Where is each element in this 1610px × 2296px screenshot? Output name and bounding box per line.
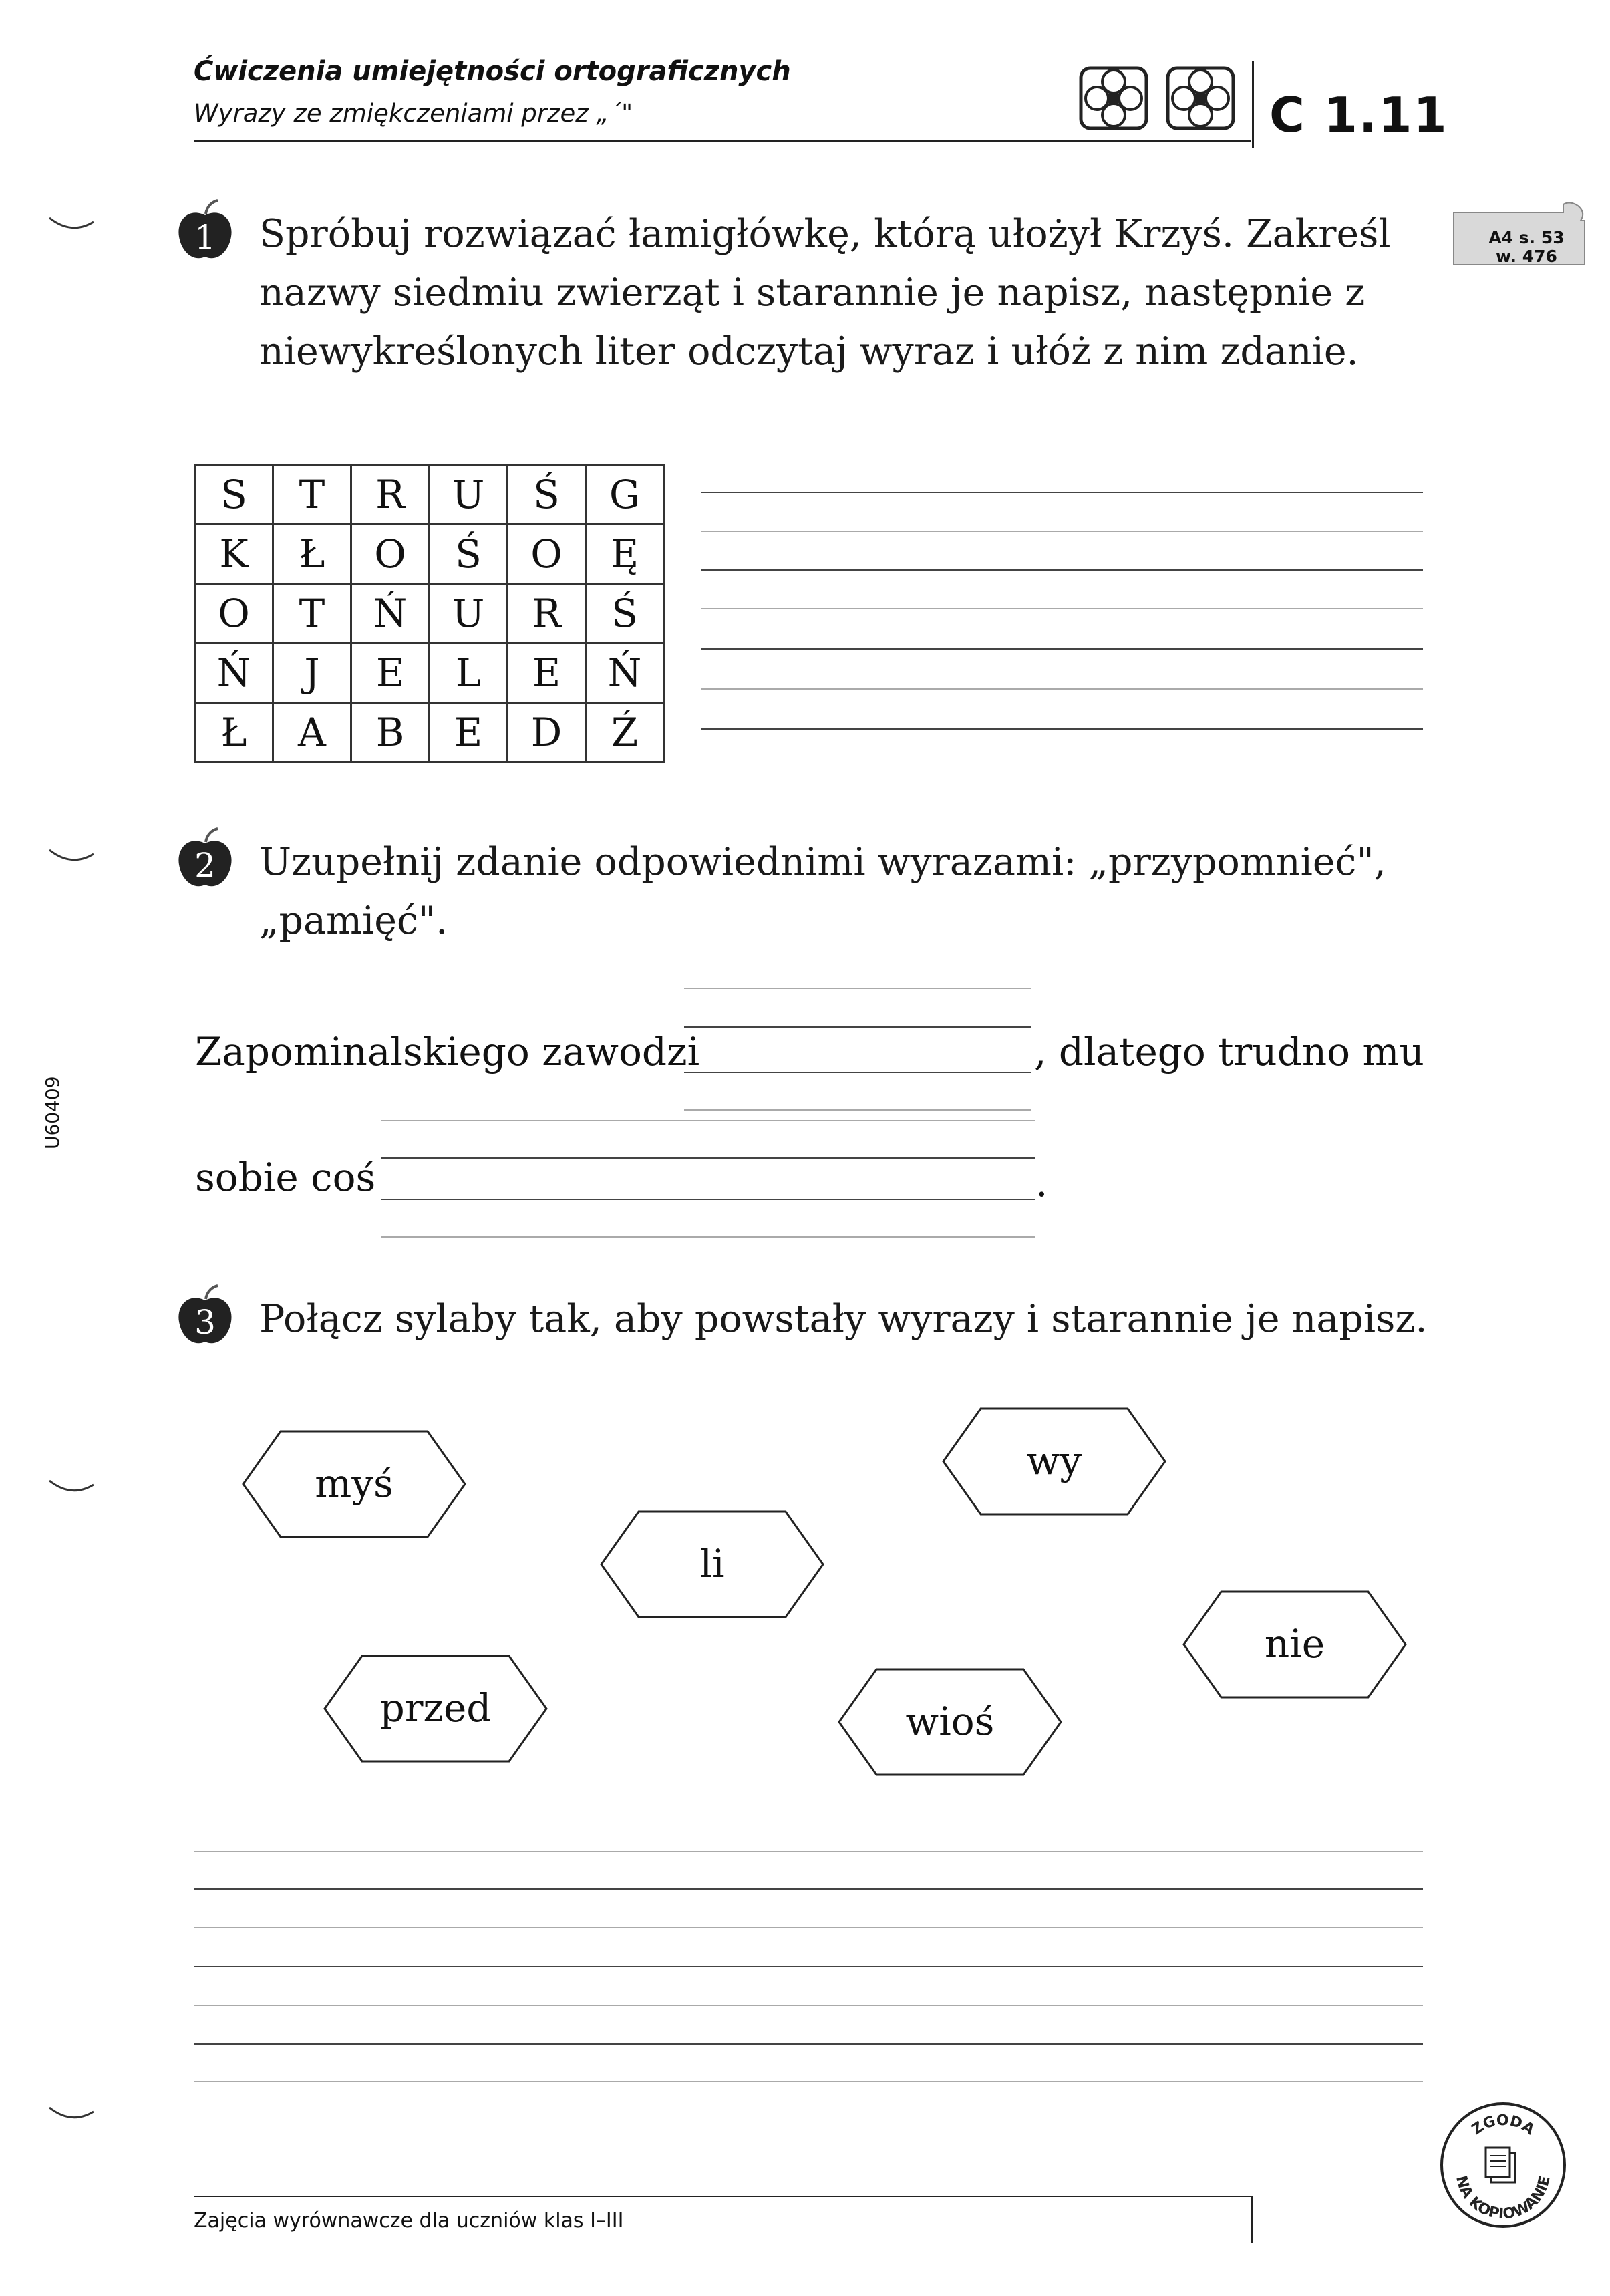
- grid-cell[interactable]: Ź: [586, 703, 664, 762]
- grid-cell[interactable]: Ń: [195, 643, 273, 703]
- grid-cell[interactable]: U: [430, 584, 508, 643]
- guide-line: [381, 1120, 1035, 1121]
- syllable-card[interactable]: [838, 1668, 1062, 1776]
- task-number-apple-icon: [175, 198, 235, 262]
- syllable-label: nie: [1264, 1621, 1325, 1667]
- flower-icon: [1077, 61, 1150, 135]
- guide-line: [194, 2005, 1423, 2006]
- worksheet-title: Ćwiczenia umiejętności ortograficznych: [194, 56, 791, 87]
- task-number-apple-icon: [175, 1283, 235, 1347]
- answer-line[interactable]: [701, 688, 1423, 690]
- grid-cell[interactable]: T: [273, 584, 351, 643]
- grid-cell[interactable]: E: [351, 643, 430, 703]
- grid-cell[interactable]: A: [273, 703, 351, 762]
- guide-line: [381, 1236, 1035, 1238]
- fill-in-line[interactable]: [381, 1199, 1035, 1200]
- header-rule: [194, 140, 1251, 142]
- fill-in-line[interactable]: [684, 1072, 1031, 1073]
- worksheet-subtitle: Wyrazy ze zmiękczeniami przez „΄": [194, 99, 633, 128]
- task2-instruction: Uzupełnij zdanie odpowiednimi wyrazami: „przypomnieć", „pamięć".: [259, 840, 1386, 943]
- task-number: 1: [194, 218, 216, 257]
- guide-line: [194, 1927, 1423, 1928]
- grid-cell[interactable]: Ł: [273, 525, 351, 584]
- grid-cell[interactable]: J: [273, 643, 351, 703]
- syllable-label: wioś: [905, 1699, 995, 1744]
- grid-cell[interactable]: D: [508, 703, 586, 762]
- task-number-apple-icon: [175, 826, 235, 890]
- grid-row: [195, 584, 664, 643]
- guide-line: [684, 988, 1031, 989]
- grid-cell[interactable]: O: [351, 525, 430, 584]
- grid-cell[interactable]: Ń: [586, 643, 664, 703]
- grid-cell[interactable]: Ś: [508, 465, 586, 525]
- grid-row: [195, 703, 664, 762]
- grid-cell[interactable]: T: [273, 465, 351, 525]
- sentence-start: Zapominalskiego zawodzi: [195, 1029, 700, 1074]
- grid-cell[interactable]: R: [351, 465, 430, 525]
- syllable-label: li: [699, 1541, 725, 1586]
- grid-cell[interactable]: K: [195, 525, 273, 584]
- answer-line[interactable]: [701, 569, 1423, 571]
- reference-label: A4 s. 53 w. 476: [1488, 228, 1565, 266]
- grid-cell[interactable]: Ł: [195, 703, 273, 762]
- margin-mark: [48, 2105, 95, 2125]
- syllable-card[interactable]: [600, 1510, 824, 1618]
- syllable-card[interactable]: [942, 1407, 1166, 1516]
- svg-text:NA KOPIOWANIE: NA KOPIOWANIE: [1452, 2174, 1554, 2223]
- grid-cell[interactable]: O: [508, 525, 586, 584]
- grid-cell[interactable]: L: [430, 643, 508, 703]
- margin-mark: [48, 847, 95, 867]
- guide-line: [194, 1851, 1423, 1852]
- syllable-label: przed: [379, 1685, 492, 1731]
- grid-cell[interactable]: R: [508, 584, 586, 643]
- grid-cell[interactable]: B: [351, 703, 430, 762]
- guide-line: [684, 1026, 1031, 1028]
- task3-instruction: Połącz sylaby tak, aby powstały wyrazy i starannie je napisz.: [259, 1297, 1428, 1341]
- grid-cell[interactable]: G: [586, 465, 664, 525]
- letter-grid: [194, 464, 665, 763]
- guide-line: [684, 1109, 1031, 1111]
- footer-text: Zajęcia wyrównawcze dla uczniów klas I–III: [194, 2209, 624, 2233]
- guide-line: [381, 1157, 1035, 1159]
- syllable-card[interactable]: [1182, 1590, 1407, 1699]
- grid-cell[interactable]: S: [195, 465, 273, 525]
- answer-line[interactable]: [701, 728, 1423, 730]
- flower-icon: [1164, 61, 1237, 135]
- footer-rule: [194, 2196, 1251, 2197]
- sentence-continuation: sobie coś: [195, 1155, 376, 1200]
- grid-row: [195, 643, 664, 703]
- writing-line[interactable]: [194, 1888, 1423, 1890]
- writing-line[interactable]: [194, 2043, 1423, 2045]
- side-code: U60409: [41, 1076, 63, 1149]
- grid-cell[interactable]: U: [430, 465, 508, 525]
- grid-cell[interactable]: E: [430, 703, 508, 762]
- grid-cell[interactable]: Ę: [586, 525, 664, 584]
- margin-mark: [48, 215, 95, 235]
- grid-cell[interactable]: Ń: [351, 584, 430, 643]
- sentence-middle: , dlatego trudno mu: [1034, 1029, 1424, 1074]
- header-divider: [1252, 61, 1254, 148]
- task1-instruction: Spróbuj rozwiązać łamigłówkę, którą ułożył Krzyś. Zakreśl nazwy siedmiu zwierząt i starannie je napisz, następnie z niewykreślonych liter odczytaj wyraz i ułóż z nim zdanie.: [259, 212, 1391, 374]
- svg-text:3: 3: [194, 1303, 216, 1342]
- syllable-card[interactable]: [323, 1655, 548, 1763]
- copy-permission-stamp-icon: [1436, 2098, 1570, 2232]
- syllable-label: wy: [1026, 1438, 1082, 1483]
- margin-mark: [48, 1478, 95, 1498]
- svg-text:ZGODA: ZGODA: [1468, 2112, 1538, 2138]
- answer-line[interactable]: [701, 608, 1423, 609]
- writing-line[interactable]: [194, 1966, 1423, 1967]
- grid-row: [195, 525, 664, 584]
- answer-line[interactable]: [701, 492, 1423, 493]
- sentence-period: .: [1035, 1160, 1048, 1205]
- grid-cell[interactable]: O: [195, 584, 273, 643]
- answer-line[interactable]: [701, 531, 1423, 532]
- svg-text:2: 2: [194, 846, 216, 885]
- guide-line: [194, 2081, 1423, 2082]
- syllable-card[interactable]: [242, 1430, 466, 1538]
- footer-divider: [1251, 2196, 1253, 2243]
- grid-cell[interactable]: Ś: [430, 525, 508, 584]
- grid-cell[interactable]: E: [508, 643, 586, 703]
- grid-row: [195, 465, 664, 525]
- syllable-label: myś: [315, 1461, 393, 1506]
- grid-cell[interactable]: Ś: [586, 584, 664, 643]
- answer-line[interactable]: [701, 648, 1423, 650]
- exercise-code: C 1.11: [1269, 87, 1448, 143]
